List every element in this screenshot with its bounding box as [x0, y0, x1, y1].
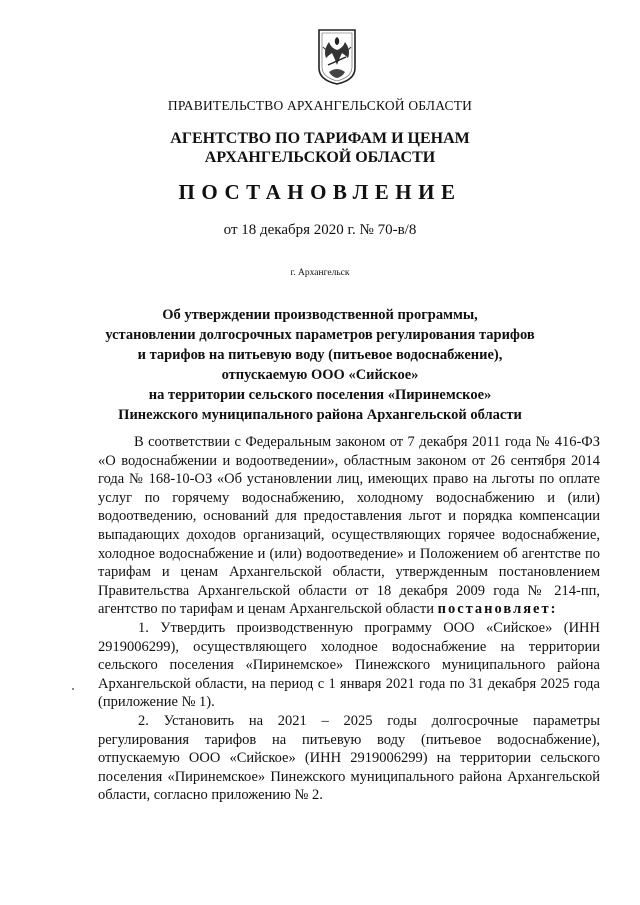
title-line: на территории сельского поселения «Пиринемское» [148, 387, 492, 403]
scan-margin-mark [72, 688, 74, 690]
document-date-number: от 18 декабря 2020 г. № 70-в/8 [223, 222, 417, 238]
coat-of-arms-icon [317, 28, 357, 86]
government-name: ПРАВИТЕЛЬСТВО АРХАНГЕЛЬСКОЙ ОБЛАСТИ [167, 98, 473, 113]
title-line: отпускаемую ООО «Сийское» [221, 367, 419, 383]
document-type: ПОСТАНОВЛЕНИЕ [178, 180, 462, 204]
document-body [98, 433, 600, 805]
document-title [40, 305, 600, 425]
intro-text: В соответствии с Федеральным законом от 7 декабря 2011 года № 416-ФЗ «О водоснабжении и водоотведении», областным законом от 26 сентября 2014 года № 168-10-ОЗ «Об установлении лиц, имеющих право на льготы по оплате услуг по горячему водоснабжению, холодному водоснабжению и (или) водоотведению, оснований для предоставления льгот и порядка компенсации выпадающих доходов организаций, осуществляющих горячее водоснабжение, холодное водоснабжение и (или) водоотведение» и Положением об агентстве по тарифам и ценам Архангельской области, утвержденным постановлением Правительства Архангельской области от 18 декабря 2009 года № 214-пп, агентство по тарифам и ценам Архангельской области [98, 434, 600, 618]
document-city: г. Архангельск [290, 268, 350, 278]
title-line: Об утверждении производственной программы, [162, 307, 478, 323]
resolution-item-2: 2. Установить на 2021 – 2025 годы долгосрочные параметры регулирования тарифов на питьевую воду (питьевое водоснабжение), отпускаемую ООО «Сийское» (ИНН 2919006299) на территории сельского поселения «Пиринемское» Пинежского муниципального района Архангельской области, согласно приложению № 2. [98, 712, 600, 804]
title-line: установлении долгосрочных параметров регулирования тарифов [105, 327, 535, 343]
title-line: и тарифов на питьевую воду (питьевое водоснабжение), [137, 347, 503, 363]
title-line: Пинежского муниципального района Архангельской области [118, 407, 522, 423]
agency-name-line-1: АГЕНТСТВО ПО ТАРИФАМ И ЦЕНАМ [170, 130, 470, 147]
resolution-item-1: 1. Утвердить производственную программу ООО «Сийское» (ИНН 2919006299), осуществляющего холодное водоснабжение на территории сельского поселения «Пиринемское» Пинежского муниципального района Архангельской области, на период с 1 января 2021 года по 31 декабря 2025 года (приложение № 1). [98, 619, 600, 711]
resolves-word: постановляет: [437, 601, 558, 618]
agency-name [40, 129, 600, 167]
agency-name-line-2: АРХАНГЕЛЬСКОЙ ОБЛАСТИ [204, 149, 436, 166]
intro-paragraph [98, 433, 600, 619]
